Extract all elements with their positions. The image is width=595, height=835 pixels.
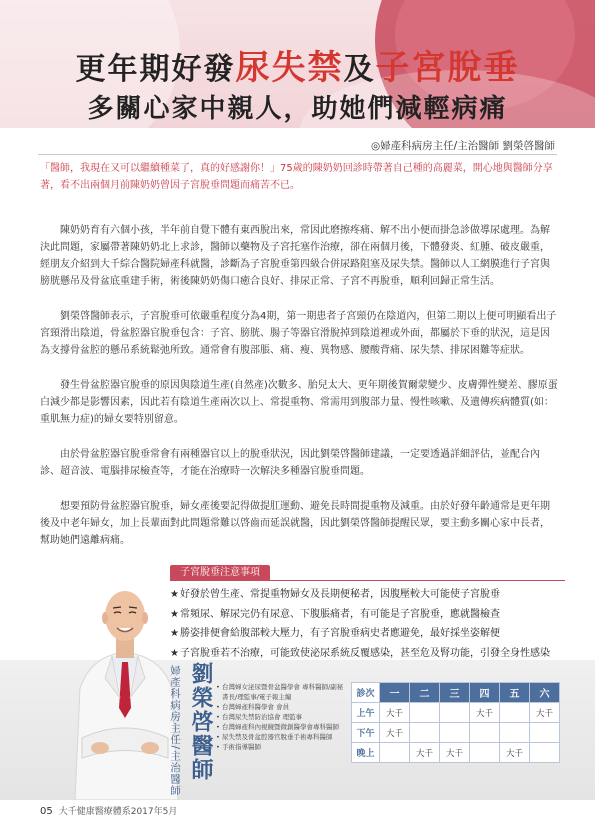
credential-item: • 台灣婦產科醫學會 會員	[216, 702, 346, 712]
credential-item: • 尿失禁及骨盆腔器官脫垂手術專科醫師	[216, 732, 346, 742]
doctor-name: 劉榮啓醫師	[188, 662, 214, 782]
table-header-row	[352, 683, 560, 703]
table-cell: 大千	[470, 703, 500, 723]
table-cell	[500, 703, 530, 723]
author-byline: ◎婦產科病房主任/主治醫師 劉榮啓醫師	[370, 140, 555, 152]
table-cell: 大千	[380, 703, 410, 723]
paragraph: 由於骨盆腔器官脫垂常會有兩種器官以上的脫垂狀況，因此劉榮啓醫師建議，一定要透過詳細評估，並配合內診、超音波、電腦排尿檢查等，才能在治療時一次解決多種器官脫垂問題。	[40, 449, 540, 477]
notice-divider	[170, 580, 565, 581]
table-cell	[470, 723, 500, 743]
notice-list	[170, 585, 570, 663]
doctor-photo	[70, 568, 180, 800]
table-cell	[440, 723, 470, 743]
table-row	[352, 723, 560, 743]
table-cell: 大千	[440, 743, 470, 763]
notice-tab: 子宮脫垂注意事項	[170, 565, 270, 581]
page-footer	[40, 804, 177, 817]
table-cell	[530, 723, 560, 743]
table-cell	[440, 703, 470, 723]
page-number: 05	[40, 806, 53, 817]
table-cell	[380, 743, 410, 763]
title-highlight-2: 子宮脫垂	[375, 48, 520, 88]
notice-item: ★ 子宮脫垂若不治療，可能致使泌尿系統反覆感染，甚至危及腎功能，引發全身性感染	[170, 644, 570, 664]
day-header: 一	[380, 683, 410, 703]
table-cell	[410, 703, 440, 723]
paragraph: 想要預防骨盆腔器官脫垂，婦女產後要記得做提肛運動、避免長時間提重物及減重。由於好發年齡通常是更年期後及中老年婦女，加上長輩面對此問題常難以啓齒而延誤就醫，因此劉榮啓醫師提醒民眾，要主動多關心家中長者，幫助她們遠離病痛。	[40, 501, 550, 546]
table-cell: 大千	[380, 723, 410, 743]
session-label: 上午	[352, 703, 380, 723]
credential-item: • 台灣尿失禁防治協會 理監事	[216, 712, 346, 722]
credential-item: • 台灣婦女泌尿暨骨盆醫學會 專科醫師/副秘書長/理監事/電子報主編	[216, 682, 346, 702]
article-title	[0, 40, 595, 89]
day-header: 二	[410, 683, 440, 703]
article-body	[40, 160, 558, 567]
clinic-schedule-table	[351, 682, 560, 763]
table-cell	[530, 743, 560, 763]
credential-item: • 手術指導醫師	[216, 742, 346, 752]
credential-item: • 台灣婦產科內視鏡暨微創醫學會專科醫師	[216, 722, 346, 732]
notice-item: ★ 常頻尿、解尿完仍有尿意、下腹脹痛者，有可能是子宮脫垂，應就醫檢查	[170, 605, 570, 625]
paragraph: 劉榮啓醫師表示，子宮脫垂可依嚴重程度分為4期，第一期患者子宮頸仍在陰道內，但第二期以上便可明顯看出子宮頸滑出陰道，骨盆腔器官脫垂包含：子宮、膀胱、腸子等器官滑脫掉到陰道裡或外面，都屬於下垂的狀況，這是因為支撐骨盆腔的懸吊系統鬆弛所致。通常會有腹部脹、痛、瘦、異物感、腰酸背痛、尿失禁、排尿困難等症狀。	[40, 311, 557, 356]
day-header: 三	[440, 683, 470, 703]
footer-text: 大千健康醫療體系2017年5月	[58, 807, 178, 817]
table-cell: 大千	[500, 743, 530, 763]
table-cell	[410, 723, 440, 743]
table-cell: 大千	[410, 743, 440, 763]
paragraph: 發生骨盆腔器官脫垂的原因與陰道生產(自然產)次數多、胎兒太大、更年期後賀爾蒙變少、皮膚彈性變差、膠原蛋白減少都是影響因素，因此若有陰道生產兩次以上、常提重物、常需用到腹部力量、慢性咳嗽、及遺傳疾病體質(如：重肌無力症)的婦女要特別留意。	[40, 380, 558, 425]
notice-item: ★ 好發於曾生產、常提重物婦女及長期便秘者，因腹壓較大可能使子宮脫垂	[170, 585, 570, 605]
table-row	[352, 703, 560, 723]
doctor-credentials	[216, 682, 346, 752]
table-row	[352, 743, 560, 763]
doctor-title: 婦產科病房主任/主治醫師	[169, 665, 181, 797]
day-header: 四	[470, 683, 500, 703]
day-header: 六	[530, 683, 560, 703]
title-prefix: 更年期好發	[75, 52, 236, 87]
session-label: 晚上	[352, 743, 380, 763]
title-highlight-1: 尿失禁	[235, 48, 344, 88]
article-subtitle: 多關心家中親人，助她們減輕病痛	[87, 94, 508, 124]
table-cell: 大千	[530, 703, 560, 723]
table-cell	[500, 723, 530, 743]
session-label: 下午	[352, 723, 380, 743]
intro-paragraph: 「醫師，我現在又可以繼續種菜了，真的好感謝你！」75歲的陳奶奶回診時帶著自己種的高麗菜，開心地與醫師分享著，看不出兩個月前陳奶奶曾因子宮脫垂問題而痛苦不已。	[40, 163, 553, 191]
day-header: 五	[500, 683, 530, 703]
title-mid: 及	[343, 52, 376, 87]
notice-item: ★ 勝姿排便會給腹部較大壓力，有子宮脫垂病史者應避免，最好採坐姿解便	[170, 624, 570, 644]
schedule-corner: 診次	[352, 683, 380, 703]
divider	[38, 154, 557, 155]
paragraph: 陳奶奶育有六個小孩，半年前自覺下體有東西脫出來，常因此磨擦疼痛、解不出小便而掛急診做導尿處理。為解決此問題，家屬帶著陳奶奶北上求診，醫師以藥物及子宮托塞作治療，卻在兩個月後，下體發炎、紅腫、破皮嚴重，經朋友介紹到大千綜合醫院婦產科就醫，診斷為子宮脫垂第四級合併尿路阻塞及尿失禁。醫師以人工網膜進行子宮與膀胱懸吊及骨盆底重建手術，術後陳奶奶傷口癒合良好、排尿正常、子宮不再脫垂，順利回歸正常生活。	[40, 225, 550, 287]
table-cell	[470, 743, 500, 763]
title-banner	[0, 0, 595, 128]
